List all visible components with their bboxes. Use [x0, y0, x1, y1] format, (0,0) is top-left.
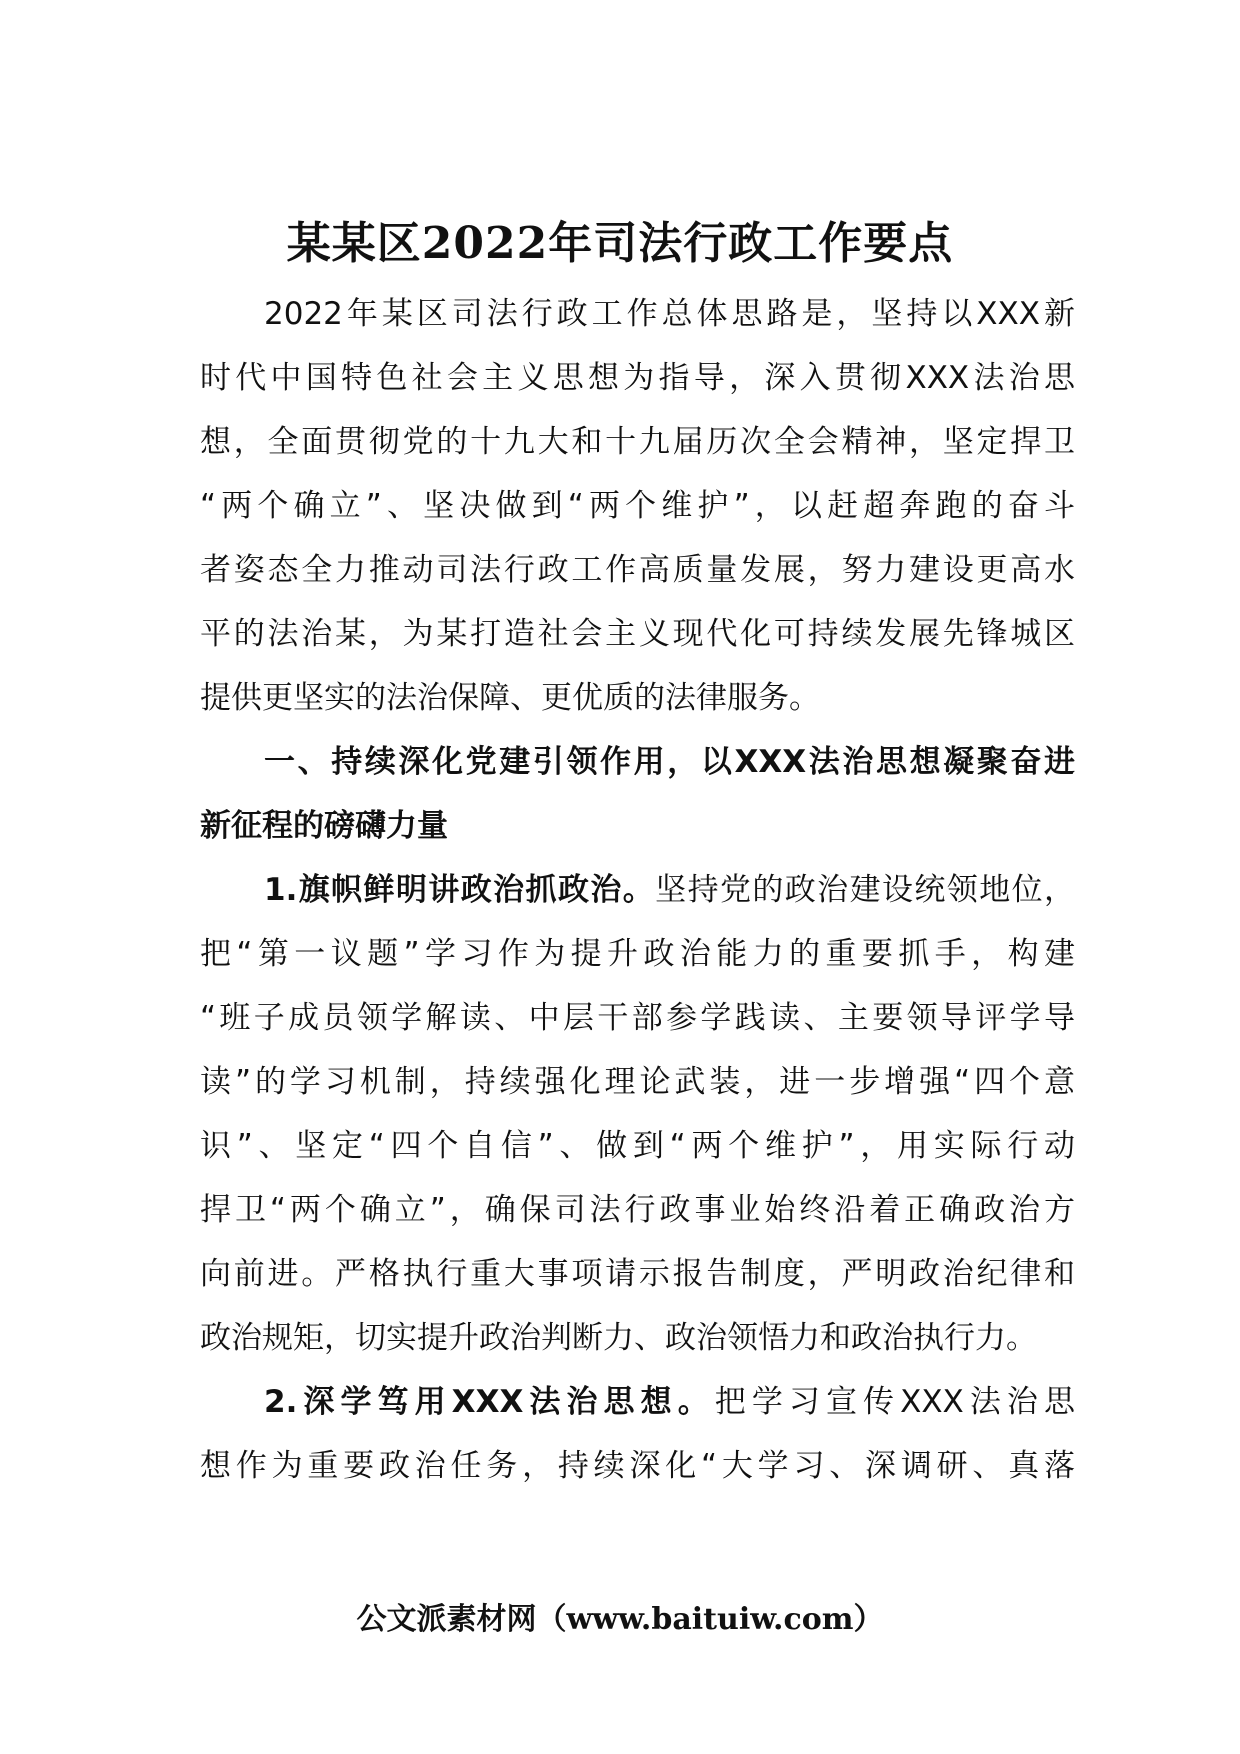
document-body: [200, 282, 1075, 1498]
heading-line: 新征程的磅礴力量: [200, 808, 448, 844]
text-line: 平的法治某，为某打造社会主义现代化可持续发展先锋城区: [200, 616, 1075, 652]
text-line: 时代中国特色社会主义思想为指导，深入贯彻XXX法治思: [200, 360, 1075, 396]
text-line: 识”、坚定“四个自信”、做到“两个维护”，用实际行动: [200, 1128, 1075, 1164]
text-line: 提供更坚实的法治保障、更优质的法律服务。: [200, 680, 820, 716]
text-line: [200, 858, 1075, 922]
item-text: 坚持党的政治建设统领地位，: [655, 872, 1075, 908]
text-line: 向前进。严格执行重大事项请示报告制度，严明政治纪律和: [200, 1256, 1075, 1292]
footer-watermark: 公文派素材网（www.baituiw.com）: [356, 1602, 884, 1637]
text-line: 想，全面贯彻党的十九大和十九届历次全会精神，坚定捍卫: [200, 424, 1075, 460]
text-line: “班子成员领学解读、中层干部参学践读、主要领导评学导: [200, 1000, 1075, 1036]
heading-line: 一、持续深化党建引领作用，以XXX法治思想凝聚奋进: [264, 744, 1075, 780]
text-line: 想作为重要政治任务，持续深化“大学习、深调研、真落: [200, 1448, 1075, 1484]
text-line: 捍卫“两个确立”，确保司法行政事业始终沿着正确政治方: [200, 1192, 1075, 1228]
section-heading: [200, 730, 1075, 858]
document-title: 某某区2022年司法行政工作要点: [286, 218, 954, 269]
text-line: 政治规矩，切实提升政治判断力、政治领悟力和政治执行力。: [200, 1320, 1037, 1356]
item-lead: 1.旗帜鲜明讲政治抓政治。: [264, 872, 656, 908]
text-line: “两个确立”、坚决做到“两个维护”，以赶超奔跑的奋斗: [200, 488, 1075, 524]
item-text: 把学习宣传XXX法治思: [714, 1384, 1075, 1420]
text-line: [200, 1370, 1075, 1434]
text-line: 2022年某区司法行政工作总体思路是，坚持以XXX新: [264, 296, 1075, 332]
text-line: 把“第一议题”学习作为提升政治能力的重要抓手，构建: [200, 936, 1075, 972]
text-line: 者姿态全力推动司法行政工作高质量发展，努力建设更高水: [200, 552, 1075, 588]
intro-paragraph: [200, 282, 1075, 730]
item-paragraph-2: [200, 1370, 1075, 1498]
item-paragraph-1: [200, 858, 1075, 1370]
text-line: 读”的学习机制，持续强化理论武装，进一步增强“四个意: [200, 1064, 1075, 1100]
item-lead: 2.深学笃用XXX法治思想。: [264, 1384, 715, 1420]
